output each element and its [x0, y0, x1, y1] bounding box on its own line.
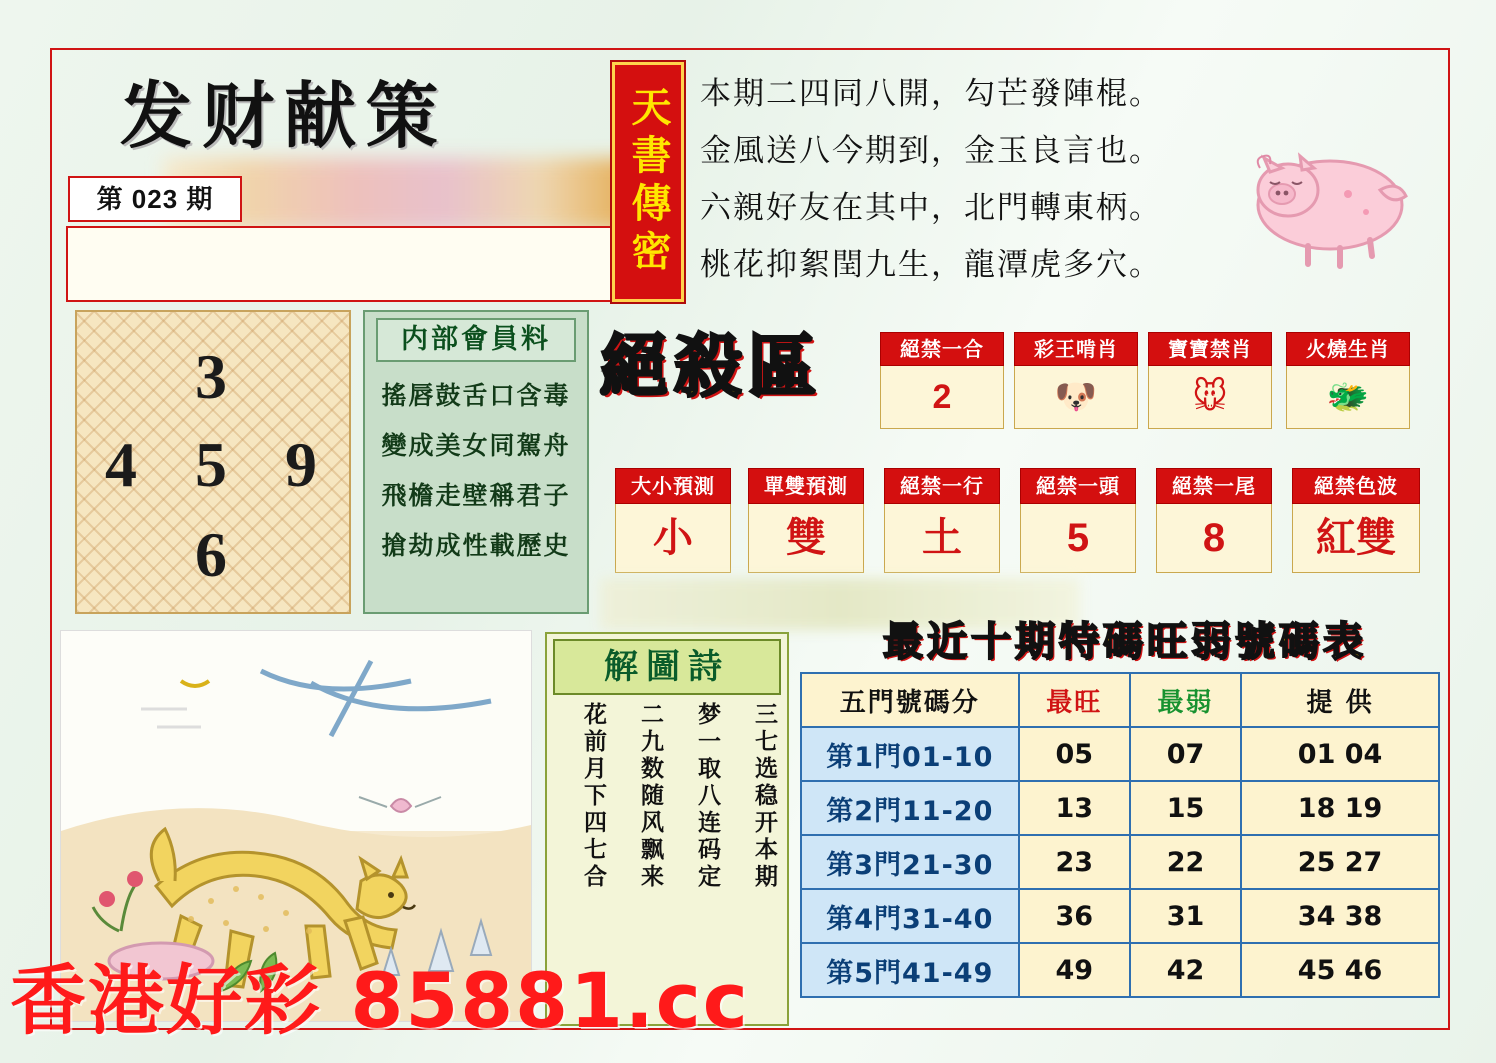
row-2-menu: 第2門11-20: [801, 781, 1019, 835]
dragon-icon: 🐲: [1286, 366, 1410, 429]
picture-poem-col-4: 三七选稳开本期: [752, 702, 777, 891]
lucky-number-3: 5: [195, 429, 227, 500]
predict-value-1: 小: [615, 504, 731, 573]
poem-line-1: 本期二四同八開，勾芒發陣棍。: [700, 76, 1162, 112]
lucky-number-5: 6: [195, 519, 227, 590]
kill-zone-value-1: 2: [880, 366, 1004, 429]
predict-value-3: 土: [884, 504, 1000, 573]
kill-zone-head-4: 火燒生肖: [1286, 332, 1410, 366]
row-5-menu: 第5門41-49: [801, 943, 1019, 997]
row-1-menu: 第1門01-10: [801, 727, 1019, 781]
lucky-number-1: 3: [195, 341, 227, 412]
poem-line-4: 桃花抑絮閏九生，龍潭虎多穴。: [700, 247, 1162, 283]
table-row: [801, 889, 1439, 943]
kill-zone-head-3: 寶寶禁肖: [1148, 332, 1272, 366]
row-2-cold: 15: [1130, 781, 1241, 835]
member-line-2: 變成美女同駕舟: [381, 433, 571, 460]
picture-poem-col-1: 花前月下四七合: [581, 702, 606, 891]
row-4-hot: 36: [1019, 889, 1130, 943]
kill-zone-title: 絕殺區: [600, 328, 823, 407]
member-line-4: 搶劫成性載歷史: [381, 533, 571, 560]
predict-value-5: 8: [1156, 504, 1272, 573]
row-1-hot: 05: [1019, 727, 1130, 781]
member-line-1: 搖唇鼓舌口含毒: [381, 383, 571, 410]
table-header-cold: 最弱: [1130, 673, 1241, 727]
row-3-menu: 第3門21-30: [801, 835, 1019, 889]
kill-zone-cell-1: [880, 332, 1004, 429]
predict-cell-1: [615, 468, 731, 573]
row-3-provide: 25 27: [1241, 835, 1439, 889]
page-title: 发财献策: [120, 74, 449, 158]
table-row: [801, 727, 1439, 781]
predict-cell-5: [1156, 468, 1272, 573]
mouse-icon: 🐭: [1148, 366, 1272, 429]
row-4-provide: 34 38: [1241, 889, 1439, 943]
predict-cell-2: [748, 468, 864, 573]
table-header-row: [801, 673, 1439, 727]
poem-block: [700, 66, 1260, 294]
table-title: 最近十期特碼旺弱號碼表: [883, 619, 1367, 665]
predict-head-4: 絕禁一頭: [1020, 468, 1136, 504]
vertical-banner: 天書傳密: [610, 60, 686, 304]
predict-head-3: 絕禁一行: [884, 468, 1000, 504]
predict-head-5: 絕禁一尾: [1156, 468, 1272, 504]
predict-head-2: 單雙預測: [748, 468, 864, 504]
poem-line-2: 金風送八今期到，金玉良言也。: [700, 133, 1162, 169]
lucky-number-2: 4: [105, 429, 137, 500]
row-2-provide: 18 19: [1241, 781, 1439, 835]
table-header-menu: 五門號碼分: [801, 673, 1019, 727]
kill-zone-cell-4: [1286, 332, 1410, 429]
row-5-hot: 49: [1019, 943, 1130, 997]
row-3-hot: 23: [1019, 835, 1130, 889]
picture-poem-title: 解圖詩: [553, 639, 781, 695]
predict-cell-6: [1292, 468, 1420, 573]
predict-value-4: 5: [1020, 504, 1136, 573]
row-3-cold: 22: [1130, 835, 1241, 889]
lucky-number-4: 9: [285, 429, 317, 500]
picture-poem-col-2: 二九数随风飘来: [638, 702, 663, 891]
row-2-hot: 13: [1019, 781, 1130, 835]
table-header-provide: 提 供: [1241, 673, 1439, 727]
member-section: [363, 310, 589, 614]
table-row: [801, 781, 1439, 835]
kill-zone-cell-3: [1148, 332, 1272, 429]
member-section-title: 内部會員料: [376, 318, 576, 362]
pig-illustration-icon: [1230, 120, 1430, 270]
predict-head-1: 大小預測: [615, 468, 731, 504]
header-block: [58, 58, 618, 298]
predict-cell-3: [884, 468, 1000, 573]
kill-zone-head-2: 彩王啃肖: [1014, 332, 1138, 366]
lucky-numbers-box: [75, 310, 351, 614]
predict-head-6: 絕禁色波: [1292, 468, 1420, 504]
issue-number: 第 023 期: [68, 176, 242, 222]
row-5-cold: 42: [1130, 943, 1241, 997]
row-1-cold: 07: [1130, 727, 1241, 781]
row-5-provide: 45 46: [1241, 943, 1439, 997]
picture-poem-col-3: 梦一取八连码定: [695, 702, 720, 891]
predict-value-2: 雙: [748, 504, 864, 573]
dog-icon: 🐶: [1014, 366, 1138, 429]
predict-value-6: 紅雙: [1292, 504, 1420, 573]
row-4-cold: 31: [1130, 889, 1241, 943]
watermark: 香港好彩 85881.cc: [10, 956, 750, 1045]
row-1-provide: 01 04: [1241, 727, 1439, 781]
table-header-hot: 最旺: [1019, 673, 1130, 727]
kill-zone-cell-2: [1014, 332, 1138, 429]
row-4-menu: 第4門31-40: [801, 889, 1019, 943]
poem-line-3: 六親好友在其中，北門轉東柄。: [700, 190, 1162, 226]
kill-zone-head-1: 絕禁一合: [880, 332, 1004, 366]
table-row: [801, 835, 1439, 889]
header-blank-panel: [66, 226, 640, 302]
predict-cell-4: [1020, 468, 1136, 573]
member-line-3: 飛檐走壁稱君子: [381, 483, 571, 510]
